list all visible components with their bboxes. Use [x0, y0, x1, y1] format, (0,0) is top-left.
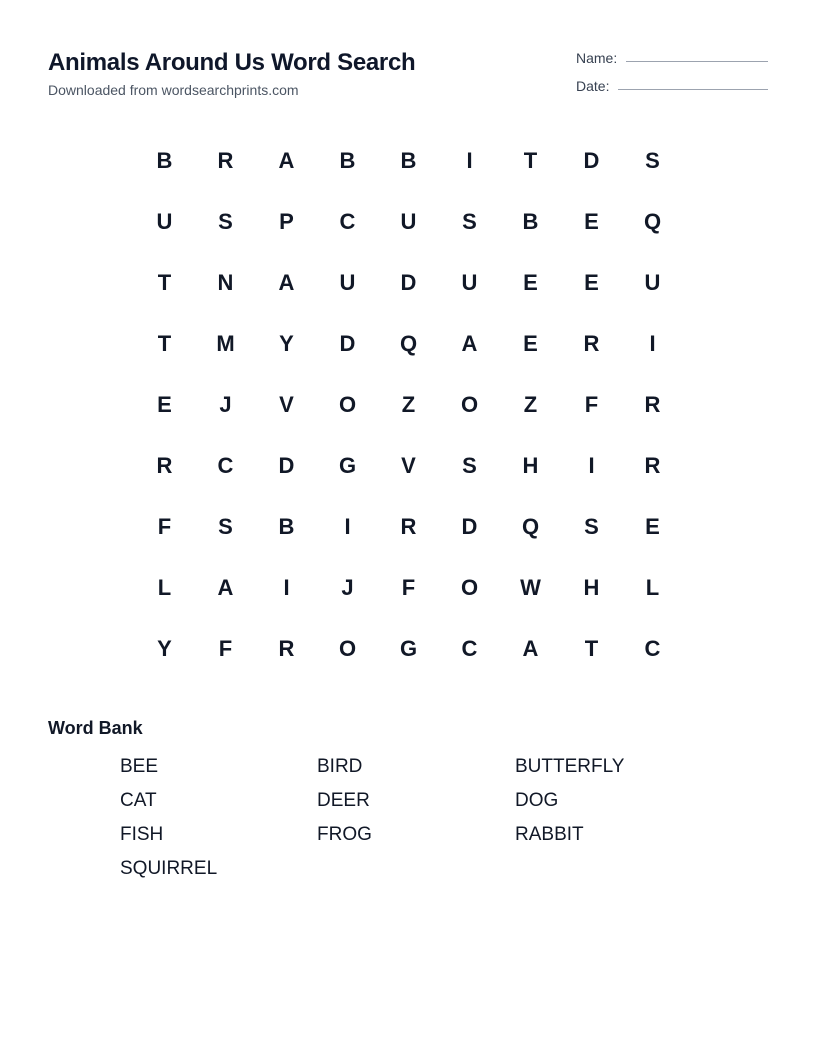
grid-cell: C	[461, 635, 478, 661]
grid-cell: V	[401, 452, 416, 478]
grid-cell: I	[649, 330, 656, 356]
grid-cell: S	[218, 208, 233, 234]
grid-cell: D	[339, 330, 356, 356]
grid-cell: L	[157, 574, 172, 600]
grid-cell: R	[278, 635, 295, 661]
word-bank-item: DEER	[317, 790, 370, 811]
grid-cell: Z	[523, 391, 538, 417]
grid-cell: G	[399, 635, 418, 661]
grid-cell: R	[644, 391, 661, 417]
grid-cell: I	[344, 513, 351, 539]
grid-cell: F	[157, 513, 172, 539]
grid-cell: C	[339, 208, 356, 234]
name-field	[576, 50, 768, 66]
grid-cell: B	[339, 147, 356, 173]
grid-cell: R	[217, 147, 234, 173]
grid-cell: U	[339, 269, 356, 295]
word-bank-item: FROG	[317, 824, 372, 845]
word-bank-item: SQUIRREL	[120, 858, 218, 879]
word-bank-item: BUTTERFLY	[515, 756, 625, 777]
grid-cell: A	[278, 269, 295, 295]
word-bank-item: BEE	[120, 756, 159, 777]
word-bank-list	[120, 754, 720, 890]
grid-cell: Q	[399, 330, 418, 356]
grid-cell: E	[645, 513, 660, 539]
grid-cell: E	[523, 269, 538, 295]
grid-cell: O	[460, 574, 479, 600]
word-bank-item: DOG	[515, 790, 559, 811]
grid-cell: R	[400, 513, 417, 539]
grid-cell: I	[466, 147, 473, 173]
grid-cell: Y	[279, 330, 294, 356]
grid-cell: T	[157, 269, 172, 295]
grid-cell: T	[584, 635, 599, 661]
grid-cell: W	[520, 574, 541, 600]
letter-grid	[134, 130, 683, 679]
grid-cell: H	[583, 574, 600, 600]
grid-cell: U	[461, 269, 478, 295]
grid-cell: Z	[401, 391, 416, 417]
grid-cell: O	[460, 391, 479, 417]
grid-cell: D	[583, 147, 600, 173]
grid-cell: Y	[157, 635, 172, 661]
grid-cell: S	[584, 513, 599, 539]
word-bank-item: FISH	[120, 824, 164, 845]
page-title: Animals Around Us Word Search	[48, 49, 416, 76]
grid-cell: I	[588, 452, 595, 478]
date-line	[618, 89, 768, 90]
grid-cell: A	[461, 330, 478, 356]
grid-cell: G	[338, 452, 357, 478]
grid-cell: S	[462, 208, 477, 234]
word-bank-item: RABBIT	[515, 824, 584, 845]
grid-cell: R	[156, 452, 173, 478]
grid-cell: F	[218, 635, 233, 661]
grid-cell: S	[645, 147, 660, 173]
word-bank-heading: Word Bank	[48, 718, 143, 738]
grid-cell: O	[338, 391, 357, 417]
grid-cell: Q	[521, 513, 540, 539]
grid-cell: A	[217, 574, 234, 600]
grid-cell: T	[523, 147, 538, 173]
grid-cell: B	[400, 147, 417, 173]
word-bank-item: CAT	[120, 790, 157, 811]
grid-cell: F	[401, 574, 416, 600]
grid-cell: H	[522, 452, 539, 478]
grid-cell: B	[278, 513, 295, 539]
grid-cell: C	[644, 635, 661, 661]
grid-cell: I	[283, 574, 290, 600]
grid-cell: D	[461, 513, 478, 539]
grid-cell: E	[584, 269, 599, 295]
grid-cell: S	[218, 513, 233, 539]
name-label: Name:	[576, 50, 618, 66]
grid-cell: V	[279, 391, 294, 417]
grid-cell: B	[156, 147, 173, 173]
grid-cell: E	[157, 391, 172, 417]
grid-cell: Q	[643, 208, 662, 234]
grid-cell: U	[644, 269, 661, 295]
grid-cell: R	[583, 330, 600, 356]
grid-cell: F	[584, 391, 599, 417]
date-field	[576, 78, 768, 94]
grid-cell: B	[522, 208, 539, 234]
word-bank-item: BIRD	[317, 756, 363, 777]
grid-cell: M	[216, 330, 235, 356]
grid-cell: N	[217, 269, 234, 295]
name-line	[626, 61, 768, 62]
grid-cell: A	[278, 147, 295, 173]
grid-cell: D	[278, 452, 295, 478]
grid-cell: U	[156, 208, 173, 234]
grid-cell: U	[400, 208, 417, 234]
grid-cell: O	[338, 635, 357, 661]
grid-cell: R	[644, 452, 661, 478]
grid-cell: D	[400, 269, 417, 295]
grid-cell: J	[219, 391, 232, 417]
grid-cell: J	[341, 574, 354, 600]
grid-cell: C	[217, 452, 234, 478]
grid-cell: L	[645, 574, 660, 600]
grid-cell: E	[584, 208, 599, 234]
grid-cell: S	[462, 452, 477, 478]
source-subtitle: Downloaded from wordsearchprints.com	[48, 82, 299, 98]
grid-cell: A	[522, 635, 539, 661]
date-label: Date:	[576, 78, 610, 94]
grid-cell: E	[523, 330, 538, 356]
grid-cell: T	[157, 330, 172, 356]
grid-cell: P	[279, 208, 294, 234]
